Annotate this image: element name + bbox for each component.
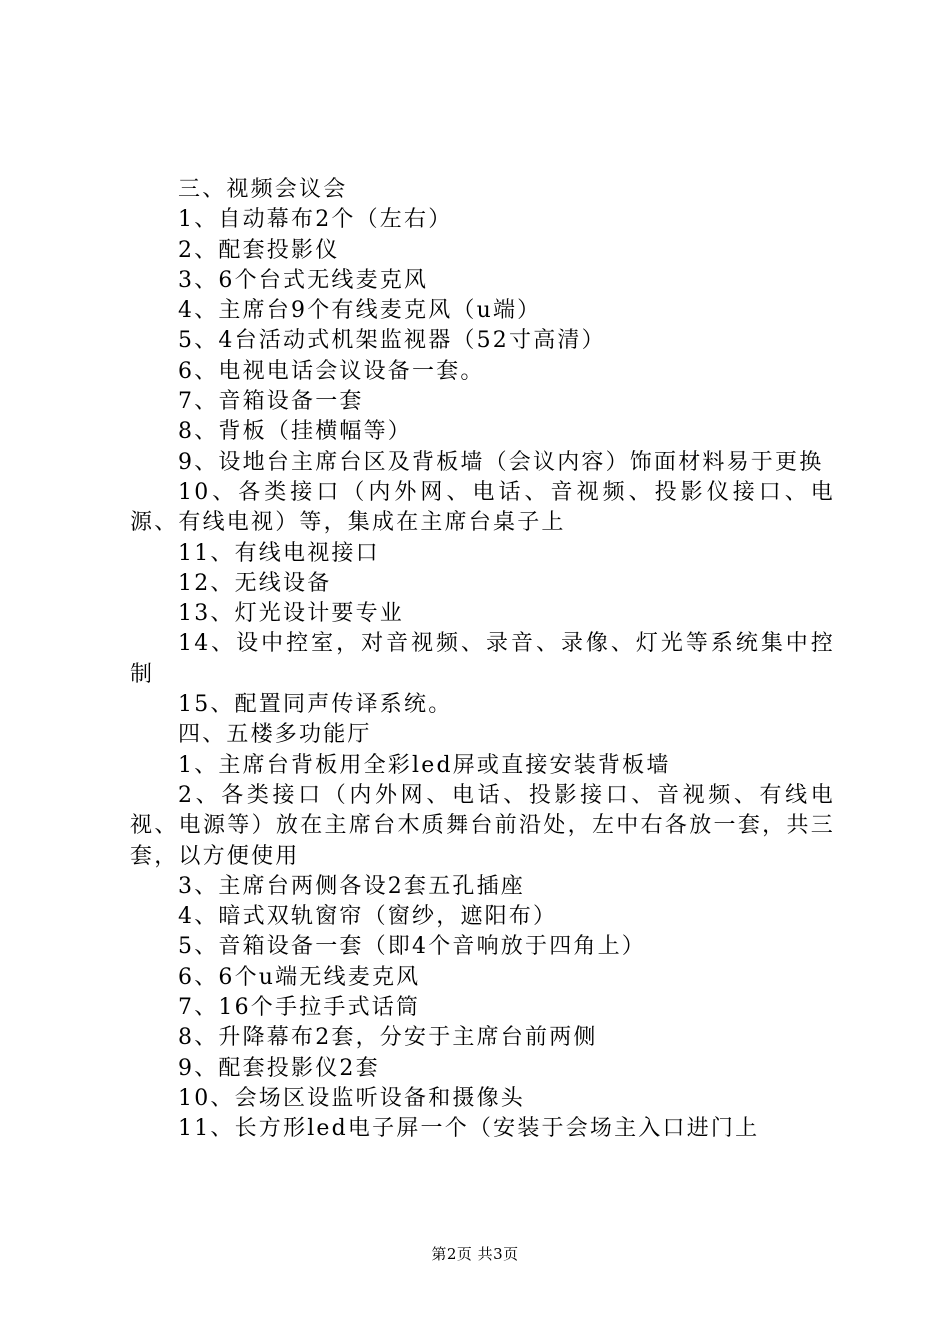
- paragraph-item: 12、无线设备: [178, 570, 332, 596]
- paragraph-item: 1、自动幕布2个（左右）: [178, 207, 453, 233]
- paragraph-item: 3、6个台式无线麦克风: [178, 267, 429, 293]
- paragraph-item: 7、16个手拉手式话筒: [178, 995, 421, 1021]
- paragraph-item: 14、设中控室，对音视频、录音、录像、灯光等系统集中控制: [130, 631, 835, 687]
- paragraph-item: 8、背板（挂横幅等）: [178, 419, 412, 445]
- document-body: [130, 175, 835, 1145]
- paragraph-item: 5、音箱设备一套（即4个音响放于四角上）: [178, 934, 646, 960]
- paragraph-item: 13、灯光设计要专业: [178, 601, 404, 627]
- paragraph-section-3-title: 三、视频会议会: [178, 177, 348, 202]
- paragraph-item: 7、音箱设备一套: [178, 389, 364, 415]
- paragraph-item: 1、主席台背板用全彩led屏或直接安装背板墙: [178, 752, 671, 778]
- page-number-footer: 第2页 共3页: [431, 1245, 519, 1263]
- paragraph-item: 6、电视电话会议设备一套。: [178, 358, 485, 384]
- paragraph-item: 11、有线电视接口: [178, 540, 380, 566]
- paragraph-item: 2、各类接口（内外网、电话、投影接口、音视频、有线电视、电源等）放在主席台木质舞台前沿处，左中右各放一套，共三套，以方便使用: [130, 782, 835, 869]
- paragraph-item: 3、主席台两侧各设2套五孔插座: [178, 873, 525, 899]
- paragraph-item: 11、长方形led电子屏一个（安装于会场主入口进门上: [178, 1116, 760, 1142]
- paragraph-item: 5、4台活动式机架监视器（52寸高清）: [178, 328, 606, 354]
- paragraph-item: 9、配套投影仪2套: [178, 1055, 380, 1081]
- paragraph-item: 9、设地台主席台区及背板墙（会议内容）饰面材料易于更换: [178, 449, 824, 475]
- paragraph-item: 8、升降幕布2套，分安于主席台前两侧: [178, 1025, 598, 1051]
- paragraph-section-4-title: 四、五楼多功能厅: [178, 722, 372, 748]
- paragraph-item: 15、配置同声传译系统。: [178, 692, 453, 718]
- paragraph-item: 4、主席台9个有线麦克风（u端）: [178, 298, 542, 324]
- paragraph-item: 6、6个u端无线麦克风: [178, 964, 421, 990]
- paragraph-item: 4、暗式双轨窗帘（窗纱，遮阳布）: [178, 904, 558, 930]
- paragraph-item: 10、会场区设监听设备和摄像头: [178, 1085, 525, 1111]
- paragraph-item: 2、配套投影仪: [178, 237, 340, 263]
- paragraph-item: 10、各类接口（内外网、电话、音视频、投影仪接口、电源、有线电视）等，集成在主席台桌子上: [130, 479, 835, 536]
